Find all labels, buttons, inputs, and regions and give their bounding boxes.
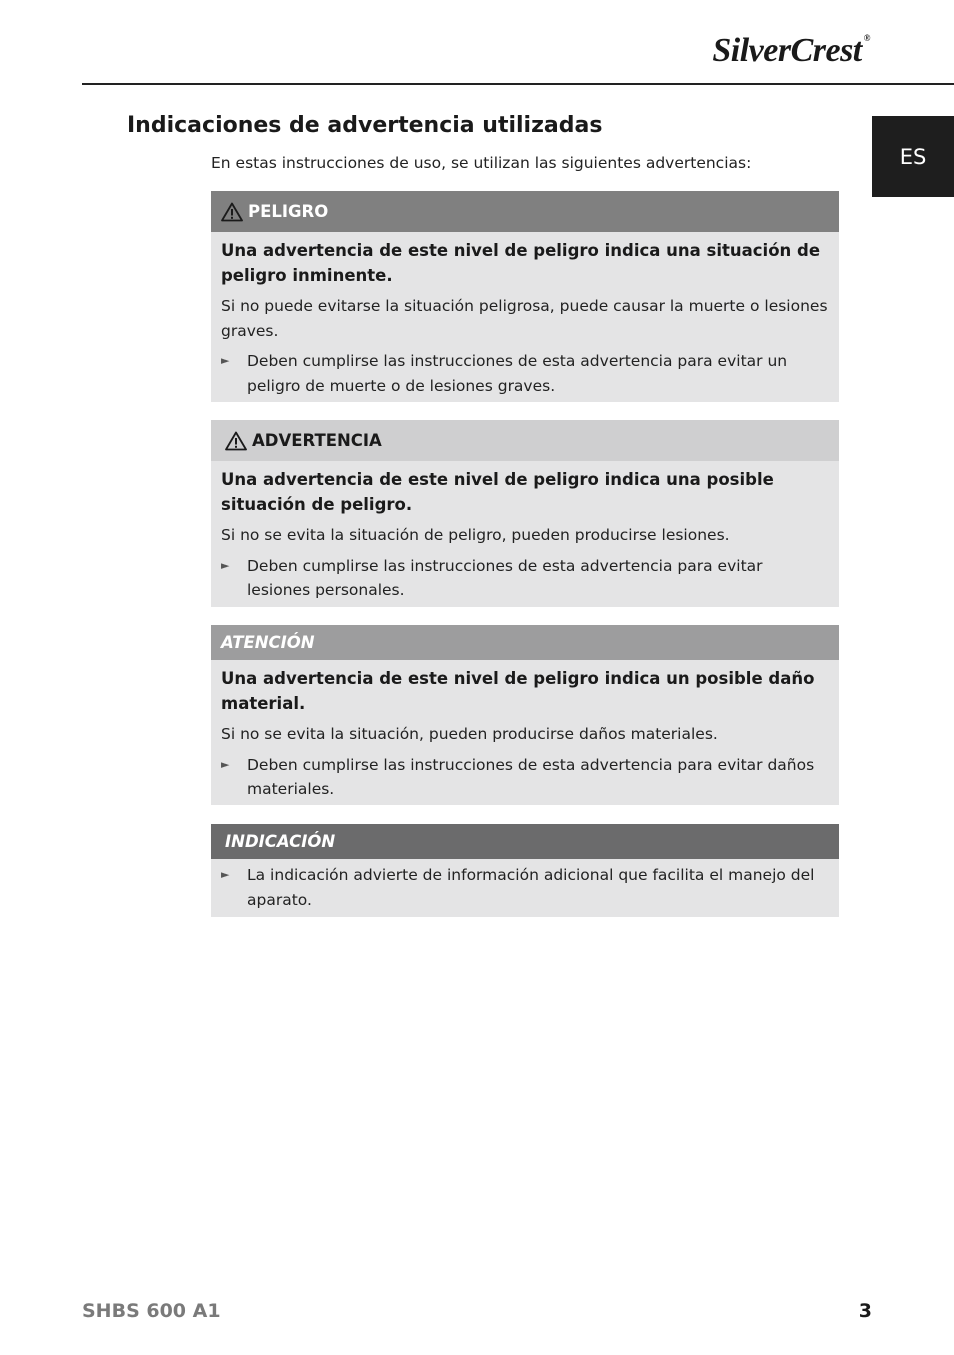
atencion-heading: ATENCIÓN <box>221 633 315 652</box>
atencion-description: Si no se evita la situación, pueden producirse daños materiales. <box>221 725 718 743</box>
peligro-box <box>211 191 839 402</box>
advertencia-heading: ADVERTENCIA <box>252 431 382 450</box>
bullet-arrow-icon: ► <box>221 757 230 771</box>
bullet-arrow-icon: ► <box>221 868 230 881</box>
advertencia-lead: Una advertencia de este nivel de peligro indica una posible situación de peligro. <box>221 470 774 514</box>
language-tab-label: ES <box>899 144 927 169</box>
bullet-arrow-icon: ► <box>221 354 230 367</box>
page-number: 3 <box>858 1300 872 1322</box>
atencion-lead: Una advertencia de este nivel de peligro indica un posible daño material. <box>221 669 815 713</box>
advertencia-description: Si no se evita la situación de peligro, pueden producirse lesiones. <box>221 526 730 544</box>
peligro-bullet: Deben cumplirse las instrucciones de esta advertencia para evitar un peligro de muerte o de lesiones graves. <box>247 352 788 395</box>
indicacion-header <box>211 824 839 859</box>
peligro-heading: PELIGRO <box>248 202 329 221</box>
atencion-bullet: Deben cumplirse las instrucciones de esta advertencia para evitar daños materiales. <box>247 755 815 798</box>
warning-triangle-icon <box>225 431 247 451</box>
peligro-lead: Una advertencia de este nivel de peligro indica una situación de peligro inminente. <box>221 241 821 285</box>
footer-model: SHBS 600 A1 <box>82 1300 221 1322</box>
silvercrest-logo: SilverCrest ® <box>712 32 870 69</box>
indicacion-box <box>211 824 839 917</box>
advertencia-box <box>211 420 839 607</box>
list-item <box>221 863 829 912</box>
indicacion-heading: INDICACIÓN <box>225 832 336 851</box>
section-intro: En estas instrucciones de uso, se utilizan las siguientes advertencias: <box>211 154 752 172</box>
atencion-header <box>211 625 839 660</box>
section-title: Indicaciones de advertencia utilizadas <box>127 113 603 138</box>
advertencia-bullet: Deben cumplirse las instrucciones de esta advertencia para evitar lesiones personales. <box>247 556 763 599</box>
language-tab <box>872 116 954 197</box>
list-item <box>221 753 829 802</box>
indicacion-bullet: La indicación advierte de información adicional que facilita el manejo del aparato. <box>247 866 815 909</box>
list-item <box>221 554 829 603</box>
list-item <box>221 349 829 398</box>
bullet-arrow-icon: ► <box>221 558 230 572</box>
peligro-description: Si no puede evitarse la situación peligrosa, puede causar la muerte o lesiones graves. <box>221 297 828 340</box>
atencion-box <box>211 625 839 805</box>
header-divider <box>82 83 954 85</box>
peligro-header <box>211 191 839 232</box>
advertencia-header <box>211 420 839 461</box>
warning-triangle-icon <box>221 202 243 222</box>
